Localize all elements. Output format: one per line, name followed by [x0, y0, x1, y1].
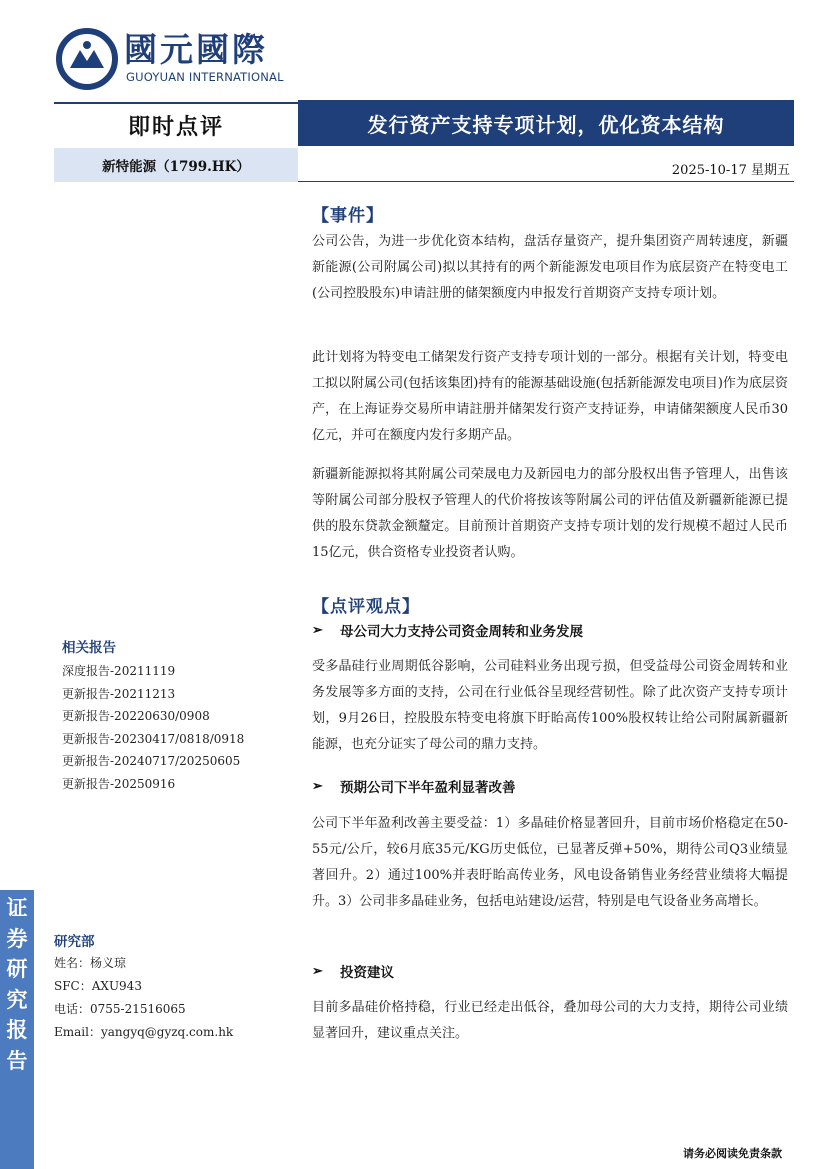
report-type-label: 即时点评	[127, 114, 224, 140]
review-point-title	[312, 776, 516, 796]
arrow-bullet-icon: ➢	[312, 963, 323, 979]
stock-name-box	[54, 148, 298, 182]
related-report-item: 更新报告-20240717/20250605	[62, 754, 241, 768]
report-type	[54, 102, 298, 146]
stock-name: 新特能源（1799.HK）	[102, 159, 250, 175]
event-paragraph: 此计划将为特变电工储架发行资产支持专项计划的一部分。根据有关计划，特变电工拟以附属公司(包括该集团)持有的能源基础设施(包括新能源发电项目)作为底层资产，在上海证券交易所申请註册并储架发行资产支持证券，申请储架额度人民币30亿元，并可在额度内发行多期产品。	[312, 350, 788, 443]
report-title-bar	[298, 100, 794, 146]
analyst-email: Email：yangyq@gyzq.com.hk	[54, 1025, 234, 1039]
related-report-item: 更新报告-20230417/0818/0918	[62, 731, 245, 746]
related-report-item: 深度报告-20211119	[62, 664, 176, 678]
logo-name-cn: 國元國際	[124, 30, 268, 69]
analyst-name: 姓名：杨义琼	[54, 956, 127, 970]
arrow-bullet-icon: ➢	[312, 622, 323, 638]
related-report-item: 更新报告-20211213	[62, 686, 176, 701]
review-point-title	[312, 620, 583, 640]
event-paragraph: 新疆新能源拟将其附属公司荣晟电力及新园电力的部分股权出售予管理人，出售该等附属公司部分股权予管理人的代价将按该等附属公司的评估值及新疆新能源已提供的股东贷款金额釐定。目前预计首期资产支持专项计划的发行规模不超过人民币15亿元，供合资格专业投资者认购。	[312, 467, 788, 560]
review-point-title-text: 母公司大力支持公司资金周转和业务发展	[340, 624, 583, 640]
review-point-text: 公司下半年盈利改善主要受益：1）多晶硅价格显著回升，目前市场价格稳定在50-55元/公斤，较6月底35元/KG历史低位，已显著反弹+50%，期待公司Q3业绩显著回升。2）通过100%并表盱眙高传业务，风电设备销售业务经营业绩将大幅提升。3）公司非多晶硅业务，包括电站建设/运营，特别是电气设备业务高增长。	[312, 816, 788, 909]
review-point-title	[312, 961, 394, 981]
review-heading: 【点评观点】	[312, 597, 420, 617]
review-point-text: 受多晶硅行业周期低谷影响，公司硅料业务出现亏损，但受益母公司资金周转和业务发展等多方面的支持，公司在行业低谷呈现经营韧性。除了此次资产支持专项计划，9月26日，控股股东特变电将旗下盱眙高传100%股权转让给公司附属新疆新能源，也充分证实了母公司的鼎力支持。	[312, 659, 788, 752]
header-rule	[298, 181, 794, 182]
analyst-phone: 电话：0755-21516065	[54, 1002, 186, 1016]
analyst-sfc: SFC：AXU943	[54, 979, 142, 993]
company-logo-icon	[56, 28, 118, 90]
arrow-bullet-icon: ➢	[312, 778, 323, 794]
review-point-text: 目前多晶硅价格持稳，行业已经走出低谷，叠加母公司的大力支持，期待公司业绩显著回升，建议重点关注。	[312, 1000, 788, 1041]
review-point-title-text: 投资建议	[340, 965, 394, 981]
related-reports-heading: 相关报告	[62, 640, 116, 656]
event-heading: 【事件】	[312, 206, 384, 226]
research-dept-heading: 研究部	[54, 934, 95, 950]
related-reports-list	[62, 660, 244, 795]
report-title: 发行资产支持专项计划，优化资本结构	[367, 112, 725, 137]
analyst-contact	[54, 952, 233, 1044]
related-report-item: 更新报告-20250916	[62, 776, 176, 791]
review-point-title-text: 预期公司下半年盈利显著改善	[340, 780, 516, 796]
logo-name-en: GUOYUAN INTERNATIONAL	[126, 70, 284, 84]
footer-disclaimer: 请务必阅读免责条款	[683, 1147, 782, 1160]
event-paragraph: 公司公告，为进一步优化资本结构，盘活存量资产，提升集团资产周转速度，新疆新能源(公司附属公司)拟以其持有的两个新能源发电项目作为底层资产在特变电工(公司控股股东)申请註册的储架额度内申报发行首期资产支持专项计划。	[312, 234, 788, 301]
related-report-item: 更新报告-20220630/0908	[62, 709, 210, 723]
report-date: 2025-10-17 星期五	[671, 163, 790, 178]
sidebar-strip-label: 证券研究报告	[6, 896, 28, 1073]
